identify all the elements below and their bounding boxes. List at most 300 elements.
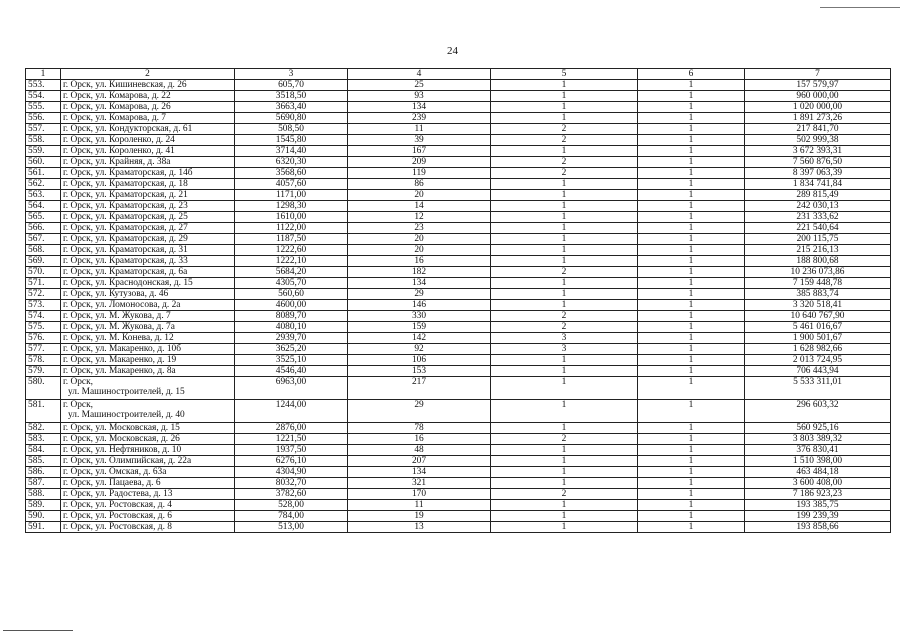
header-cell: 6 bbox=[638, 69, 745, 80]
column-6-cell: 1 bbox=[638, 322, 745, 333]
amount-cell: 7 560 876,50 bbox=[745, 157, 891, 168]
area-cell: 8089,70 bbox=[235, 311, 348, 322]
area-cell: 2876,00 bbox=[235, 423, 348, 434]
column-6-cell: 1 bbox=[638, 377, 745, 400]
address-cell: г. Орск, ул. Краматорская, д. 21 bbox=[61, 190, 235, 201]
row-number-cell: 572. bbox=[26, 289, 61, 300]
row-number-cell: 581. bbox=[26, 400, 61, 423]
area-cell: 6276,10 bbox=[235, 456, 348, 467]
column-6-cell: 1 bbox=[638, 179, 745, 190]
column-6-cell: 1 bbox=[638, 311, 745, 322]
address-cell: г. Орск, ул. Ростовская, д. 4 bbox=[61, 500, 235, 511]
column-6-cell: 1 bbox=[638, 168, 745, 179]
row-number-cell: 553. bbox=[26, 80, 61, 91]
address-cell bbox=[61, 400, 235, 423]
address-cell: г. Орск, ул. Ростовская, д. 6 bbox=[61, 511, 235, 522]
column-5-cell: 1 bbox=[491, 500, 638, 511]
column-6-cell: 1 bbox=[638, 113, 745, 124]
address-cell: г. Орск, ул. Макаренко, д. 8а bbox=[61, 366, 235, 377]
amount-cell: 217 841,70 bbox=[745, 124, 891, 135]
address-cell: г. Орск, ул. Краматорская, д. 18 bbox=[61, 179, 235, 190]
row-number-cell: 558. bbox=[26, 135, 61, 146]
column-6-cell: 1 bbox=[638, 256, 745, 267]
area-cell: 3782,60 bbox=[235, 489, 348, 500]
table-row bbox=[26, 423, 891, 434]
column-5-cell: 1 bbox=[491, 522, 638, 533]
table-row bbox=[26, 135, 891, 146]
table-row bbox=[26, 355, 891, 366]
row-number-cell: 567. bbox=[26, 234, 61, 245]
table-row bbox=[26, 511, 891, 522]
address-cell: г. Орск, ул. Омская, д. 63а bbox=[61, 467, 235, 478]
amount-cell: 221 540,64 bbox=[745, 223, 891, 234]
column-6-cell: 1 bbox=[638, 478, 745, 489]
column-4-cell: 134 bbox=[348, 467, 491, 478]
table-row bbox=[26, 201, 891, 212]
column-4-cell: 153 bbox=[348, 366, 491, 377]
amount-cell: 3 320 518,41 bbox=[745, 300, 891, 311]
address-cell: г. Орск, ул. Краматорская, д. 14б bbox=[61, 168, 235, 179]
column-6-cell: 1 bbox=[638, 201, 745, 212]
data-table bbox=[25, 68, 891, 533]
amount-cell: 296 603,32 bbox=[745, 400, 891, 423]
column-4-cell: 134 bbox=[348, 278, 491, 289]
address-cell: г. Орск, ул. Кишиневская, д. 26 bbox=[61, 80, 235, 91]
address-cell: г. Орск, ул. Ломоносова, д. 2а bbox=[61, 300, 235, 311]
row-number-cell: 582. bbox=[26, 423, 61, 434]
amount-cell: 289 815,49 bbox=[745, 190, 891, 201]
row-number-cell: 557. bbox=[26, 124, 61, 135]
column-4-cell: 11 bbox=[348, 500, 491, 511]
address-line-2: ул. Машиностроителей, д. 15 bbox=[68, 387, 185, 397]
area-cell: 4600,00 bbox=[235, 300, 348, 311]
area-cell: 1187,50 bbox=[235, 234, 348, 245]
address-line-2: ул. Машиностроителей, д. 40 bbox=[68, 410, 185, 420]
column-5-cell: 1 bbox=[491, 91, 638, 102]
row-number-cell: 563. bbox=[26, 190, 61, 201]
row-number-cell: 573. bbox=[26, 300, 61, 311]
amount-cell: 3 600 408,00 bbox=[745, 478, 891, 489]
area-cell: 5684,20 bbox=[235, 267, 348, 278]
address-cell: г. Орск, ул. Короленко, д. 41 bbox=[61, 146, 235, 157]
row-number-cell: 555. bbox=[26, 102, 61, 113]
row-number-cell: 590. bbox=[26, 511, 61, 522]
table-row bbox=[26, 489, 891, 500]
area-cell: 1244,00 bbox=[235, 400, 348, 423]
column-4-cell: 86 bbox=[348, 179, 491, 190]
row-number-cell: 565. bbox=[26, 212, 61, 223]
column-5-cell: 1 bbox=[491, 201, 638, 212]
column-5-cell: 1 bbox=[491, 400, 638, 423]
column-6-cell: 1 bbox=[638, 445, 745, 456]
row-number-cell: 571. bbox=[26, 278, 61, 289]
column-4-cell: 29 bbox=[348, 289, 491, 300]
amount-cell: 193 858,66 bbox=[745, 522, 891, 533]
column-5-cell: 1 bbox=[491, 289, 638, 300]
column-4-cell: 19 bbox=[348, 511, 491, 522]
amount-cell: 8 397 063,39 bbox=[745, 168, 891, 179]
row-number-cell: 574. bbox=[26, 311, 61, 322]
row-number-cell: 589. bbox=[26, 500, 61, 511]
column-4-cell: 321 bbox=[348, 478, 491, 489]
address-cell: г. Орск, ул. Олимпийская, д. 22а bbox=[61, 456, 235, 467]
column-5-cell: 2 bbox=[491, 311, 638, 322]
area-cell: 4546,40 bbox=[235, 366, 348, 377]
column-5-cell: 1 bbox=[491, 256, 638, 267]
column-5-cell: 2 bbox=[491, 267, 638, 278]
column-5-cell: 1 bbox=[491, 423, 638, 434]
row-number-cell: 561. bbox=[26, 168, 61, 179]
area-cell: 508,50 bbox=[235, 124, 348, 135]
address-cell: г. Орск, ул. Радостева, д. 13 bbox=[61, 489, 235, 500]
header-cell: 7 bbox=[745, 69, 891, 80]
table-row bbox=[26, 311, 891, 322]
column-5-cell: 2 bbox=[491, 434, 638, 445]
column-4-cell: 16 bbox=[348, 434, 491, 445]
column-5-cell: 1 bbox=[491, 456, 638, 467]
area-cell: 1122,00 bbox=[235, 223, 348, 234]
amount-cell: 2 013 724,95 bbox=[745, 355, 891, 366]
header-cell: 2 bbox=[61, 69, 235, 80]
column-6-cell: 1 bbox=[638, 223, 745, 234]
table-row bbox=[26, 500, 891, 511]
table-body bbox=[26, 80, 891, 533]
address-cell: г. Орск, ул. Короленко, д. 24 bbox=[61, 135, 235, 146]
area-cell: 3568,60 bbox=[235, 168, 348, 179]
amount-cell: 1 900 501,67 bbox=[745, 333, 891, 344]
amount-cell: 463 484,18 bbox=[745, 467, 891, 478]
column-6-cell: 1 bbox=[638, 234, 745, 245]
column-5-cell: 2 bbox=[491, 168, 638, 179]
column-5-cell: 2 bbox=[491, 157, 638, 168]
column-4-cell: 330 bbox=[348, 311, 491, 322]
column-6-cell: 1 bbox=[638, 212, 745, 223]
column-5-cell: 1 bbox=[491, 355, 638, 366]
address-cell: г. Орск, ул. Нефтяников, д. 10 bbox=[61, 445, 235, 456]
column-6-cell: 1 bbox=[638, 135, 745, 146]
column-5-cell: 1 bbox=[491, 366, 638, 377]
column-6-cell: 1 bbox=[638, 434, 745, 445]
top-rule-line bbox=[820, 7, 900, 8]
column-6-cell: 1 bbox=[638, 102, 745, 113]
address-cell: г. Орск, ул. М. Конева, д. 12 bbox=[61, 333, 235, 344]
area-cell: 3714,40 bbox=[235, 146, 348, 157]
column-4-cell: 14 bbox=[348, 201, 491, 212]
row-number-cell: 583. bbox=[26, 434, 61, 445]
address-cell: г. Орск, ул. Краснодонская, д. 15 bbox=[61, 278, 235, 289]
table-row bbox=[26, 434, 891, 445]
area-cell: 560,60 bbox=[235, 289, 348, 300]
amount-cell: 10 236 073,86 bbox=[745, 267, 891, 278]
amount-cell: 560 925,16 bbox=[745, 423, 891, 434]
column-5-cell: 1 bbox=[491, 300, 638, 311]
column-5-cell: 1 bbox=[491, 511, 638, 522]
column-6-cell: 1 bbox=[638, 91, 745, 102]
table-row bbox=[26, 333, 891, 344]
area-cell: 3625,20 bbox=[235, 344, 348, 355]
area-cell: 6320,30 bbox=[235, 157, 348, 168]
address-line-1: г. Орск, bbox=[63, 377, 93, 387]
amount-cell: 502 999,38 bbox=[745, 135, 891, 146]
address-cell: г. Орск, ул. Комарова, д. 7 bbox=[61, 113, 235, 124]
table-row bbox=[26, 146, 891, 157]
table-row bbox=[26, 113, 891, 124]
header-cell: 4 bbox=[348, 69, 491, 80]
column-4-cell: 13 bbox=[348, 522, 491, 533]
address-cell: г. Орск, ул. Крайняя, д. 38а bbox=[61, 157, 235, 168]
address-cell: г. Орск, ул. Кутузова, д. 46 bbox=[61, 289, 235, 300]
address-cell: г. Орск, ул. Краматорская, д. 23 bbox=[61, 201, 235, 212]
address-cell: г. Орск, ул. Московская, д. 15 bbox=[61, 423, 235, 434]
column-4-cell: 12 bbox=[348, 212, 491, 223]
amount-cell: 5 461 016,67 bbox=[745, 322, 891, 333]
column-4-cell: 11 bbox=[348, 124, 491, 135]
column-6-cell: 1 bbox=[638, 500, 745, 511]
column-5-cell: 2 bbox=[491, 489, 638, 500]
column-6-cell: 1 bbox=[638, 146, 745, 157]
amount-cell: 242 030,13 bbox=[745, 201, 891, 212]
area-cell: 1545,80 bbox=[235, 135, 348, 146]
column-5-cell: 2 bbox=[491, 124, 638, 135]
column-4-cell: 92 bbox=[348, 344, 491, 355]
row-number-cell: 578. bbox=[26, 355, 61, 366]
column-5-cell: 1 bbox=[491, 146, 638, 157]
amount-cell: 231 333,62 bbox=[745, 212, 891, 223]
area-cell: 528,00 bbox=[235, 500, 348, 511]
column-4-cell: 209 bbox=[348, 157, 491, 168]
row-number-cell: 584. bbox=[26, 445, 61, 456]
address-cell: г. Орск, ул. Макаренко, д. 10б bbox=[61, 344, 235, 355]
address-cell: г. Орск, ул. М. Жукова, д. 7 bbox=[61, 311, 235, 322]
area-cell: 1221,50 bbox=[235, 434, 348, 445]
header-row bbox=[26, 69, 891, 80]
amount-cell: 199 239,39 bbox=[745, 511, 891, 522]
column-6-cell: 1 bbox=[638, 245, 745, 256]
area-cell: 4057,60 bbox=[235, 179, 348, 190]
amount-cell: 960 000,00 bbox=[745, 91, 891, 102]
column-4-cell: 78 bbox=[348, 423, 491, 434]
column-6-cell: 1 bbox=[638, 80, 745, 91]
column-5-cell: 1 bbox=[491, 190, 638, 201]
table-row bbox=[26, 278, 891, 289]
amount-cell: 7 159 448,78 bbox=[745, 278, 891, 289]
column-6-cell: 1 bbox=[638, 423, 745, 434]
column-5-cell: 3 bbox=[491, 344, 638, 355]
row-number-cell: 576. bbox=[26, 333, 61, 344]
column-5-cell: 1 bbox=[491, 234, 638, 245]
column-4-cell: 146 bbox=[348, 300, 491, 311]
amount-cell: 3 803 389,32 bbox=[745, 434, 891, 445]
column-6-cell: 1 bbox=[638, 456, 745, 467]
address-cell: г. Орск, ул. М. Жукова, д. 7а bbox=[61, 322, 235, 333]
table-row bbox=[26, 80, 891, 91]
column-6-cell: 1 bbox=[638, 157, 745, 168]
amount-cell: 5 533 311,01 bbox=[745, 377, 891, 400]
row-number-cell: 570. bbox=[26, 267, 61, 278]
column-4-cell: 119 bbox=[348, 168, 491, 179]
column-4-cell: 159 bbox=[348, 322, 491, 333]
column-4-cell: 20 bbox=[348, 190, 491, 201]
column-6-cell: 1 bbox=[638, 333, 745, 344]
row-number-cell: 560. bbox=[26, 157, 61, 168]
column-4-cell: 217 bbox=[348, 377, 491, 400]
row-number-cell: 556. bbox=[26, 113, 61, 124]
table-row bbox=[26, 467, 891, 478]
amount-cell: 215 216,13 bbox=[745, 245, 891, 256]
table-row bbox=[26, 179, 891, 190]
column-4-cell: 23 bbox=[348, 223, 491, 234]
column-6-cell: 1 bbox=[638, 489, 745, 500]
amount-cell: 7 186 923,23 bbox=[745, 489, 891, 500]
column-5-cell: 2 bbox=[491, 135, 638, 146]
amount-cell: 1 834 741,84 bbox=[745, 179, 891, 190]
area-cell: 4305,70 bbox=[235, 278, 348, 289]
table-row bbox=[26, 91, 891, 102]
column-4-cell: 170 bbox=[348, 489, 491, 500]
area-cell: 6963,00 bbox=[235, 377, 348, 400]
area-cell: 784,00 bbox=[235, 511, 348, 522]
column-6-cell: 1 bbox=[638, 366, 745, 377]
row-number-cell: 577. bbox=[26, 344, 61, 355]
table-row bbox=[26, 223, 891, 234]
address-cell: г. Орск, ул. Кондукторская, д. 61 bbox=[61, 124, 235, 135]
amount-cell: 10 640 767,90 bbox=[745, 311, 891, 322]
column-4-cell: 134 bbox=[348, 102, 491, 113]
area-cell: 3518,50 bbox=[235, 91, 348, 102]
column-5-cell: 1 bbox=[491, 445, 638, 456]
amount-cell: 3 672 393,31 bbox=[745, 146, 891, 157]
address-cell: г. Орск, ул. Краматорская, д. 33 bbox=[61, 256, 235, 267]
table-row bbox=[26, 456, 891, 467]
table-row bbox=[26, 344, 891, 355]
row-number-cell: 562. bbox=[26, 179, 61, 190]
column-4-cell: 20 bbox=[348, 245, 491, 256]
column-4-cell: 93 bbox=[348, 91, 491, 102]
column-5-cell: 1 bbox=[491, 102, 638, 113]
column-5-cell: 1 bbox=[491, 478, 638, 489]
address-cell: г. Орск, ул. Краматорская, д. 27 bbox=[61, 223, 235, 234]
page-number: 24 bbox=[447, 45, 458, 57]
row-number-cell: 559. bbox=[26, 146, 61, 157]
amount-cell: 376 830,41 bbox=[745, 445, 891, 456]
address-cell: г. Орск, ул. Ростовская, д. 8 bbox=[61, 522, 235, 533]
row-number-cell: 580. bbox=[26, 377, 61, 400]
area-cell: 1610,00 bbox=[235, 212, 348, 223]
column-6-cell: 1 bbox=[638, 522, 745, 533]
row-number-cell: 554. bbox=[26, 91, 61, 102]
column-4-cell: 25 bbox=[348, 80, 491, 91]
table-row bbox=[26, 245, 891, 256]
address-cell: г. Орск, ул. Пацаева, д. 6 bbox=[61, 478, 235, 489]
column-5-cell: 1 bbox=[491, 113, 638, 124]
column-6-cell: 1 bbox=[638, 300, 745, 311]
table-row bbox=[26, 234, 891, 245]
amount-cell: 188 800,68 bbox=[745, 256, 891, 267]
row-number-cell: 564. bbox=[26, 201, 61, 212]
amount-cell: 157 579,97 bbox=[745, 80, 891, 91]
row-number-cell: 586. bbox=[26, 467, 61, 478]
area-cell: 513,00 bbox=[235, 522, 348, 533]
column-6-cell: 1 bbox=[638, 190, 745, 201]
address-cell: г. Орск, ул. Краматорская, д. 25 bbox=[61, 212, 235, 223]
amount-cell: 200 115,75 bbox=[745, 234, 891, 245]
amount-cell: 193 385,75 bbox=[745, 500, 891, 511]
row-number-cell: 575. bbox=[26, 322, 61, 333]
column-5-cell: 2 bbox=[491, 322, 638, 333]
column-5-cell: 1 bbox=[491, 245, 638, 256]
table-row bbox=[26, 377, 891, 400]
row-number-cell: 579. bbox=[26, 366, 61, 377]
column-4-cell: 20 bbox=[348, 234, 491, 245]
column-5-cell: 1 bbox=[491, 80, 638, 91]
area-cell: 5690,80 bbox=[235, 113, 348, 124]
column-5-cell: 1 bbox=[491, 377, 638, 400]
table-row bbox=[26, 157, 891, 168]
area-cell: 2939,70 bbox=[235, 333, 348, 344]
table-row bbox=[26, 400, 891, 423]
area-cell: 8032,70 bbox=[235, 478, 348, 489]
table-row bbox=[26, 478, 891, 489]
amount-cell: 1 628 982,66 bbox=[745, 344, 891, 355]
table-row bbox=[26, 212, 891, 223]
amount-cell: 706 443,94 bbox=[745, 366, 891, 377]
address-cell: г. Орск, ул. Макаренко, д. 19 bbox=[61, 355, 235, 366]
area-cell: 1222,10 bbox=[235, 256, 348, 267]
column-4-cell: 39 bbox=[348, 135, 491, 146]
area-cell: 1298,30 bbox=[235, 201, 348, 212]
header-cell: 3 bbox=[235, 69, 348, 80]
row-number-cell: 569. bbox=[26, 256, 61, 267]
address-cell: г. Орск, ул. Комарова, д. 22 bbox=[61, 91, 235, 102]
area-cell: 3663,40 bbox=[235, 102, 348, 113]
table-row bbox=[26, 168, 891, 179]
address-cell: г. Орск, ул. Краматорская, д. 31 bbox=[61, 245, 235, 256]
column-6-cell: 1 bbox=[638, 278, 745, 289]
column-5-cell: 1 bbox=[491, 212, 638, 223]
area-cell: 1222,60 bbox=[235, 245, 348, 256]
address-cell: г. Орск, ул. Московская, д. 26 bbox=[61, 434, 235, 445]
table-row bbox=[26, 267, 891, 278]
amount-cell: 1 020 000,00 bbox=[745, 102, 891, 113]
column-4-cell: 106 bbox=[348, 355, 491, 366]
table-row bbox=[26, 322, 891, 333]
column-5-cell: 1 bbox=[491, 278, 638, 289]
address-cell: г. Орск, ул. Краматорская, д. 29 bbox=[61, 234, 235, 245]
area-cell: 4080,10 bbox=[235, 322, 348, 333]
table-row bbox=[26, 445, 891, 456]
row-number-cell: 566. bbox=[26, 223, 61, 234]
column-4-cell: 182 bbox=[348, 267, 491, 278]
table-row bbox=[26, 300, 891, 311]
column-4-cell: 167 bbox=[348, 146, 491, 157]
column-6-cell: 1 bbox=[638, 124, 745, 135]
area-cell: 4304,90 bbox=[235, 467, 348, 478]
table-row bbox=[26, 522, 891, 533]
address-cell: г. Орск, ул. Комарова, д. 26 bbox=[61, 102, 235, 113]
amount-cell: 1 891 273,26 bbox=[745, 113, 891, 124]
column-4-cell: 239 bbox=[348, 113, 491, 124]
table-row bbox=[26, 289, 891, 300]
row-number-cell: 587. bbox=[26, 478, 61, 489]
column-6-cell: 1 bbox=[638, 267, 745, 278]
table-row bbox=[26, 124, 891, 135]
header-cell: 5 bbox=[491, 69, 638, 80]
column-6-cell: 1 bbox=[638, 511, 745, 522]
column-6-cell: 1 bbox=[638, 289, 745, 300]
amount-cell: 1 510 398,00 bbox=[745, 456, 891, 467]
column-6-cell: 1 bbox=[638, 467, 745, 478]
address-cell: г. Орск, ул. Краматорская, д. 6а bbox=[61, 267, 235, 278]
